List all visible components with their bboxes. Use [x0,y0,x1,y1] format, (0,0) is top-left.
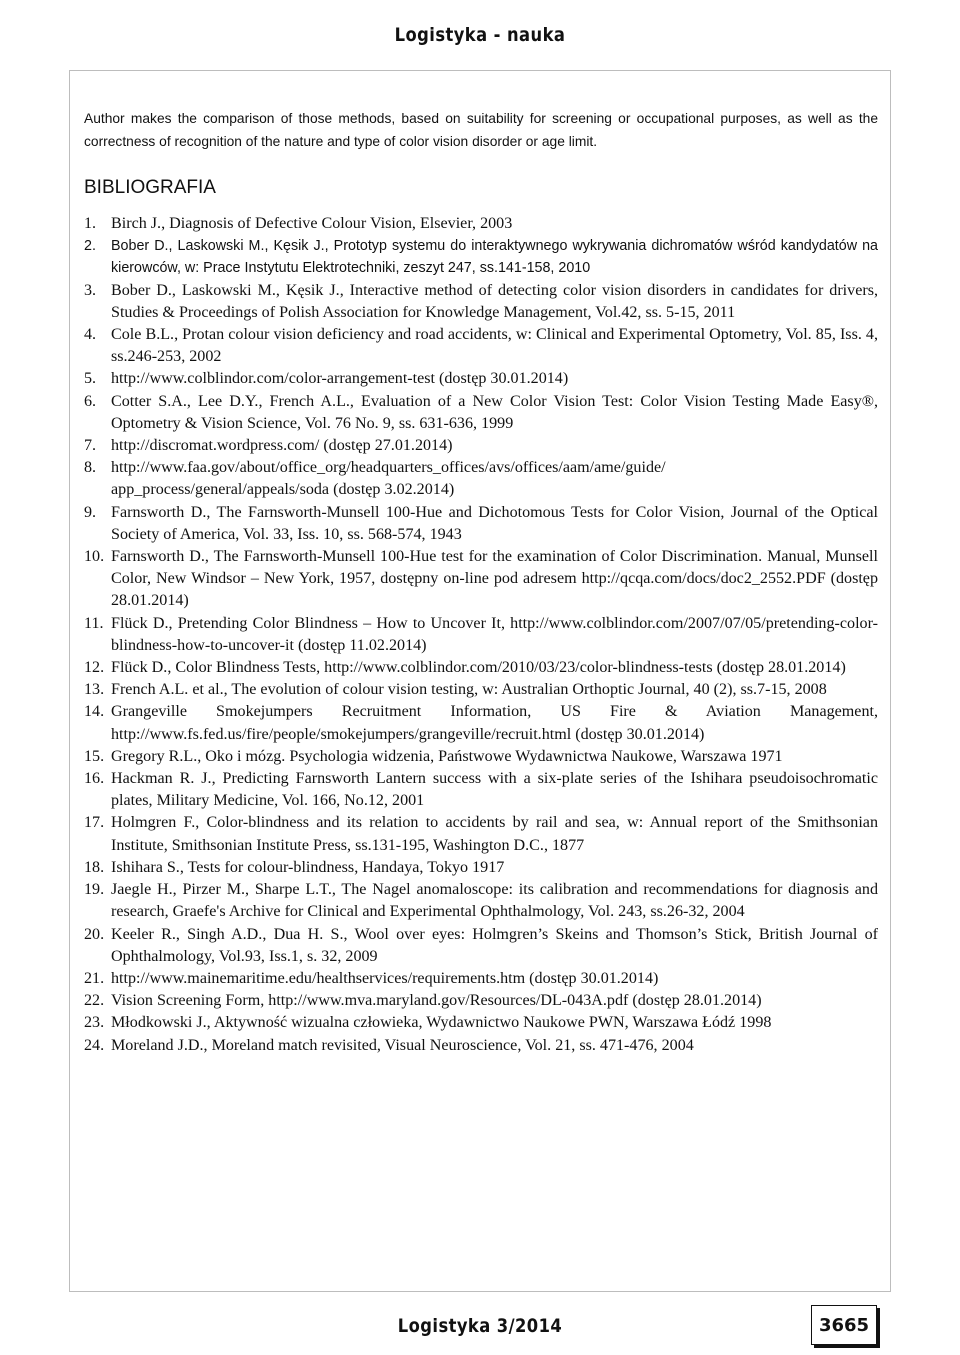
bibliography-item-text: Bober D., Laskowski M., Kęsik J., Interactive method of detecting color vision disorders in candidates for drivers, Studies & Proceedings of Polish Association for Knowledge Management, Vol.42, ss. 5-15, 2011 [111,281,878,321]
bibliography-item-text: Farnsworth D., The Farnsworth-Munsell 100-Hue test for the examination of Color Discrimination. Manual, Munsell Color, New Windsor – New York, 1957, dostępny on-line pod adresem http://qcqa.com/docs/doc2_2552.PDF (dostęp 28.01.2014) [111,548,878,610]
bibliography-item-number: 18. [84,858,105,876]
bibliography-item-number: 17. [84,814,105,832]
bibliography-item [84,679,878,701]
bibliography-item-number: 8. [84,459,97,477]
bibliography-item-text: Ishihara S., Tests for colour-blindness, Handaya, Tokyo 1917 [111,858,505,876]
bibliography-item [84,746,878,768]
bibliography-item [84,701,878,745]
bibliography-item [84,435,878,457]
bibliography-item-text: Flück D., Pretending Color Blindness – How to Uncover It, http://www.colblindor.com/2007/07/05/pretending-color-blindness-how-to-uncover-it (dostęp 11.02.2014) [111,614,878,654]
bibliography-item-text: Keeler R., Singh A.D., Dua H. S., Wool over eyes: Holmgren’s Skeins and Thomson’s Stick, British Journal of Ophthalmology, Vol.93, Iss.1, s. 32, 2009 [111,925,878,965]
bibliography-item [84,879,878,923]
bibliography-item-text: Birch J., Diagnosis of Defective Colour Vision, Elsevier, 2003 [111,215,513,232]
bibliography-item [84,968,878,990]
bibliography-item-text: French A.L. et al., The evolution of colour vision testing, w: Australian Orthoptic Journal, 40 (2), ss.7-15, 2008 [111,681,827,699]
bibliography-item-number: 22. [84,992,105,1010]
bibliography-item [84,613,878,657]
bibliography-item-number: 7. [84,437,97,455]
bibliography-item [84,235,878,279]
intro-paragraph: Author makes the comparison of those methods, based on suitability for screening or occupational purposes, as well as the correctness of recognition of the nature and type of color vision disorder or age limit. [84,111,878,149]
bibliography-item-number: 15. [84,747,105,765]
bibliography-item [84,857,878,879]
bibliography-item [84,990,878,1012]
bibliography-item-number: 5. [84,370,97,388]
bibliography-item [84,546,878,613]
bibliography-item-number: 9. [84,503,97,521]
bibliography-item-text: Hackman R. J., Predicting Farnsworth Lantern success with a six-plate series of the Ishihara pseudoisochromatic plates, Military Medicine, Vol. 166, No.12, 2001 [111,770,878,810]
bibliography-item-text: Flück D., Color Blindness Tests, http://www.colblindor.com/2010/03/23/color-blindness-tests (dostęp 28.01.2014) [111,659,846,677]
bibliography-item-text: Vision Screening Form, http://www.mva.maryland.gov/Resources/DL-043A.pdf (dostęp 28.01.2014) [111,992,762,1010]
bibliography-item [84,657,878,679]
article-content [84,107,878,1057]
bibliography-item-text: http://discromat.wordpress.com/ (dostęp 27.01.2014) [111,437,453,455]
bibliography-item [84,324,878,368]
bibliography-heading: BIBLIOGRAFIA [84,177,216,198]
bibliography-item [84,1012,878,1034]
bibliography-item-number: 21. [84,969,105,987]
bibliography-item-number: 10. [84,548,105,566]
page-number: 3665 [811,1305,877,1345]
bibliography-item-text: Młodkowski J., Aktywność wizualna człowieka, Wydawnictwo Naukowe PWN, Warszawa Łódź 1998 [111,1014,772,1032]
running-header: Logistyka - nauka [394,24,566,46]
bibliography-item-number: 13. [84,681,105,699]
bibliography-item-number: 14. [84,703,105,721]
bibliography-item-number: 16. [84,770,105,788]
bibliography-item-number: 23. [84,1014,105,1032]
bibliography-item-number: 24. [84,1036,105,1054]
bibliography-item-number: 2. [84,238,96,255]
bibliography-item [84,1035,878,1057]
bibliography-item [84,280,878,324]
bibliography-item [84,812,878,856]
bibliography-item [84,502,878,546]
bibliography-item-text: Holmgren F., Color-blindness and its relation to accidents by rail and sea, w: Annual report of the Smithsonian Institute, Smithsonian Institute Press, ss.131-195, Washington D.C., 1877 [111,814,878,854]
bibliography-item [84,368,878,390]
bibliography-item-number: 11. [84,614,104,632]
bibliography-item-number: 4. [84,326,97,344]
bibliography-item-number: 3. [84,281,97,299]
bibliography-item-text: http://www.mainemaritime.edu/healthservices/requirements.htm (dostęp 30.01.2014) [111,969,659,987]
bibliography-item [84,457,878,501]
bibliography-list [84,213,878,1057]
bibliography-item [84,924,878,968]
bibliography-item-text: Moreland J.D., Moreland match revisited, Visual Neuroscience, Vol. 21, ss. 471-476, 2004 [111,1036,694,1054]
bibliography-item-text: Cotter S.A., Lee D.Y., French A.L., Evaluation of a New Color Vision Test: Color Vision Testing Made Easy®, Optometry & Vision Science, Vol. 76 No. 9, ss. 631-636, 1999 [111,392,878,432]
bibliography-item-text: Cole B.L., Protan colour vision deficiency and road accidents, w: Clinical and Experimental Optometry, Vol. 85, Iss. 4, ss.246-253, 2002 [111,326,878,366]
bibliography-item-number: 12. [84,659,105,677]
bibliography-item-text: Jaegle H., Pirzer M., Sharpe L.T., The Nagel anomaloscope: its calibration and recommendations for diagnosis and research, Graefe's Archive for Clinical and Experimental Ophthalmology, Vol. 243, ss.26-32, 2004 [111,881,878,921]
bibliography-item-number: 1. [84,215,97,232]
bibliography-item-text: http://www.colblindor.com/color-arrangement-test (dostęp 30.01.2014) [111,370,569,388]
bibliography-item-text: Grangeville Smokejumpers Recruitment Information, US Fire & Aviation Management, http://www.fs.fed.us/fire/people/smokejumpers/grangeville/recruit.html (dostęp 30.01.2014) [111,703,878,743]
running-footer: Logistyka 3/2014 [397,1315,563,1337]
bibliography-item-number: 20. [84,925,105,943]
bibliography-item-text: http://www.faa.gov/about/office_org/headquarters_offices/avs/offices/aam/ame/guide/ app_process/general/appeals/soda (dostęp 3.02.2014) [111,459,666,499]
bibliography-item-text: Gregory R.L., Oko i mózg. Psychologia widzenia, Państwowe Wydawnictwa Naukowe, Warszawa 1971 [111,747,783,765]
bibliography-item-text: Farnsworth D., The Farnsworth-Munsell 100-Hue and Dichotomous Tests for Color Vision, Journal of the Optical Society of America, Vol. 33, Iss. 10, ss. 568-574, 1943 [111,503,878,543]
bibliography-item [84,213,878,235]
bibliography-item-number: 6. [84,392,97,410]
bibliography-item-text: Bober D., Laskowski M., Kęsik J., Prototyp systemu do interaktywnego wykrywania dichromatów wśród kandydatów na kierowców, w: Prace Instytutu Elektrotechniki, zeszyt 247, ss.141-158, 2010 [111,238,878,277]
bibliography-item [84,768,878,812]
bibliography-item-number: 19. [84,881,105,899]
bibliography-item [84,391,878,435]
